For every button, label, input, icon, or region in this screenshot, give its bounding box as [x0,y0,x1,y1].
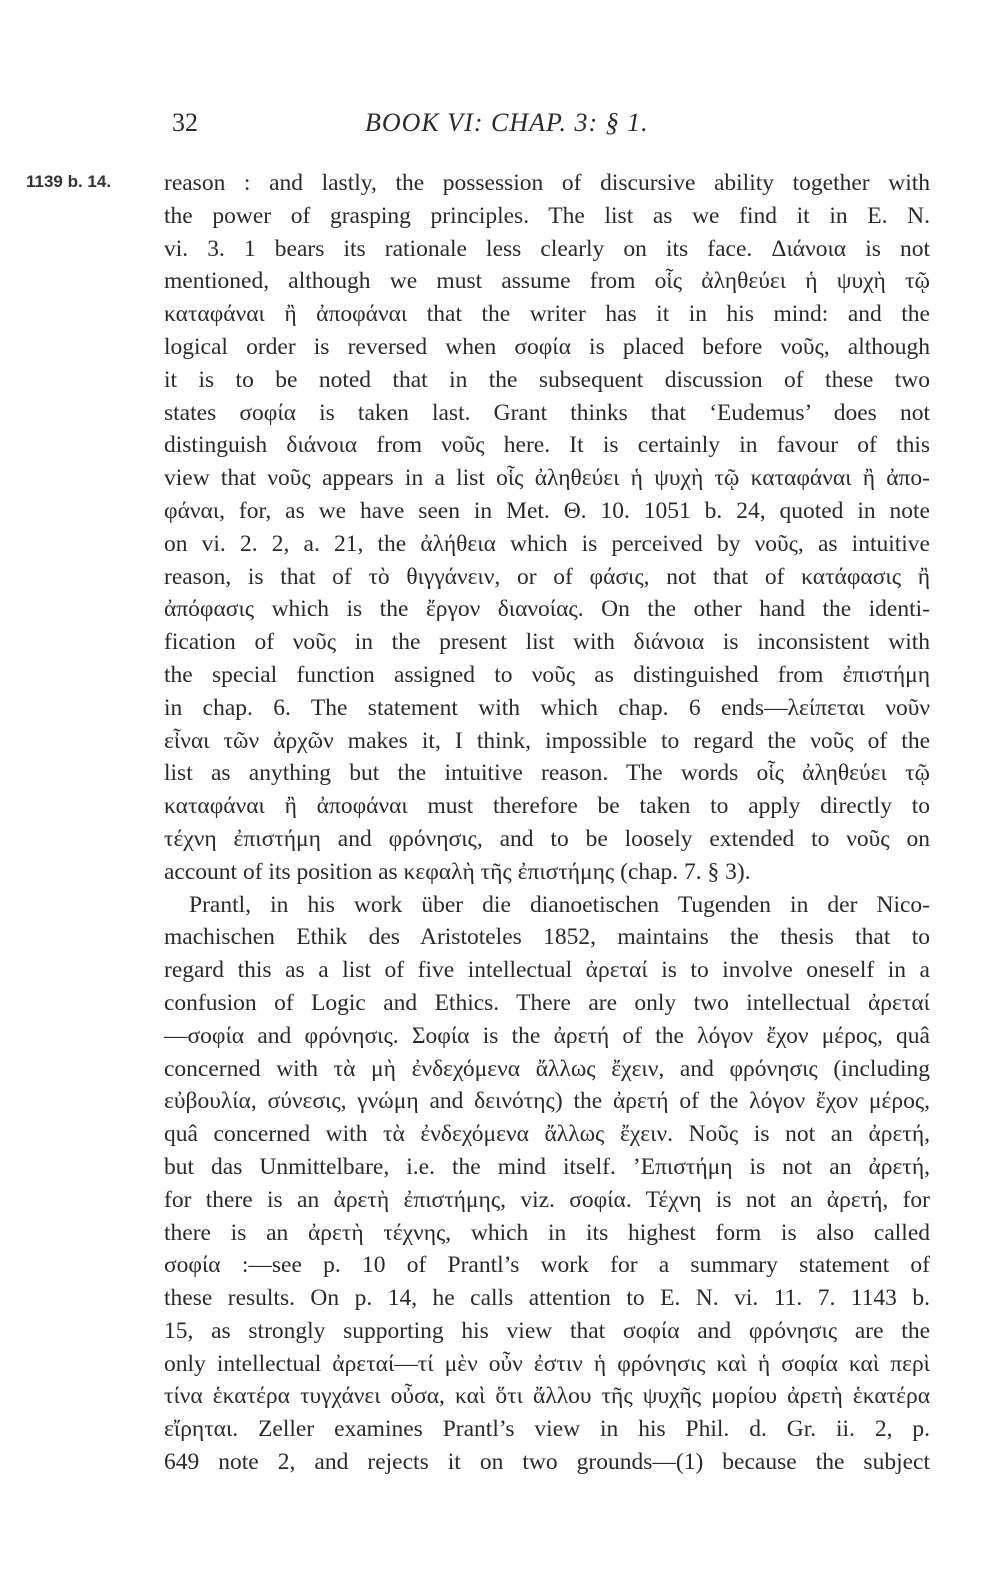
text-line: there is an ἀρετὴ τέχνης, which in its highest form is also called [164,1219,930,1246]
page-header [172,108,932,148]
text-line: concerned with τὰ μὴ ἐνδεχόμενα ἄλλως ἔχειν, and φρόνησις (including [164,1055,930,1082]
text-line: quâ concerned with τὰ ἐνδεχόμενα ἄλλως ἔχειν. Νοῦς is not an ἀρετή, [164,1121,930,1148]
text-line: machischen Ethik des Aristoteles 1852, maintains the thesis that to [164,924,930,951]
page-number: 32 [172,108,198,137]
text-line: the power of grasping principles. The list as we find it in E. N. [164,202,930,229]
text-line: ἀπόφασις which is the ἔργον διανοίας. On the other hand the identi- [164,596,930,623]
text-line: σοφία :—see p. 10 of Prantl’s work for a summary statement of [164,1252,930,1279]
text-line: reason, is that of τὸ θιγγάνειν, or of φάσις, not that of κατάφασις ἢ [164,563,930,590]
text-line: for there is an ἀρετὴ ἐπιστήμης, viz. σοφία. Τέχνη is not an ἀρετή, for [164,1186,930,1213]
text-line: confusion of Logic and Ethics. There are only two intellectual ἀρεταί [164,989,930,1016]
text-line: —σοφία and φρόνησις. Σοφία is the ἀρετή of the λόγον ἔχον μέρος, quâ [164,1022,930,1049]
text-line: 15, as strongly supporting his view that σοφία and φρόνησις are the [164,1317,930,1344]
text-line: εὐβουλία, σύνεσις, γνώμη and δεινότης) the ἀρετή of the λόγον ἔχον μέρος, [164,1088,930,1115]
text-line: φάναι, for, as we have seen in Met. Θ. 10. 1051 b. 24, quoted in note [164,497,930,524]
text-line: regard this as a list of five intellectual ἀρεταί is to involve oneself in a [164,957,930,984]
margin-reference: 1139 b. 14. [26,172,112,191]
text-line: it is to be noted that in the subsequent discussion of these two [164,366,930,393]
text-line: 649 note 2, and rejects it on two grounds—(1) because the subject [164,1449,930,1476]
text-line: on vi. 2. 2, a. 21, the ἀλήθεια which is perceived by νοῦς, as intuitive [164,530,930,557]
text-line: εἴρηται. Zeller examines Prantl’s view in his Phil. d. Gr. ii. 2, p. [164,1416,930,1443]
text-line: τέχνη ἐπιστήμη and φρόνησις, and to be loosely extended to νοῦς on [164,825,930,852]
text-line: εἶναι τῶν ἀρχῶν makes it, I think, impossible to regard the νοῦς of the [164,727,930,754]
running-head: BOOK VI: CHAP. 3: § 1. [365,108,649,137]
text-line: states σοφία is taken last. Grant thinks that ‘Eudemus’ does not [164,399,930,426]
text-line: in chap. 6. The statement with which chap. 6 ends—λείπεται νοῦν [164,694,930,721]
text-line: the special function assigned to νοῦς as distinguished from ἐπιστήμη [164,661,930,688]
text-line: view that νοῦς appears in a list οἷς ἀληθεύει ἡ ψυχὴ τῷ καταφάναι ἢ ἀπο- [164,465,930,492]
text-line: vi. 3. 1 bears its rationale less clearly on its face. Διάνοια is not [164,235,930,262]
text-line: Prantl, in his work über die dianoetischen Tugenden in der Nico- [189,891,930,918]
text-line: fication of νοῦς in the present list with διάνοια is inconsistent with [164,629,930,656]
commentary-text [164,167,930,1479]
text-line: distinguish διάνοια from νοῦς here. It is certainly in favour of this [164,432,930,459]
text-line: logical order is reversed when σοφία is placed before νοῦς, although [164,333,930,360]
text-line: account of its position as κεφαλὴ τῆς ἐπιστήμης (chap. 7. § 3). [164,858,751,885]
text-line: mentioned, although we must assume from οἷς ἀληθεύει ἡ ψυχὴ τῷ [164,268,930,295]
text-line: καταφάναι ἢ ἀποφάναι that the writer has it in his mind: and the [164,301,930,328]
text-line: reason : and lastly, the possession of discursive ability together with [164,170,930,196]
text-line: but das Unmittelbare, i.e. the mind itself. ’Επιστήμη is not an ἀρετή, [164,1153,930,1180]
text-line: these results. On p. 14, he calls attention to E. N. vi. 11. 7. 1143 b. [164,1285,930,1312]
text-line: καταφάναι ἢ ἀποφάναι must therefore be taken to apply directly to [164,793,930,820]
text-line: only intellectual ἀρεταί—τί μὲν οὖν ἐστιν ἡ φρόνησις καὶ ἡ σοφία καὶ περὶ [164,1350,930,1377]
text-line: list as anything but the intuitive reason. The words οἷς ἀληθεύει τῷ [164,760,930,787]
text-line: τίνα ἑκατέρα τυγχάνει οὖσα, καὶ ὅτι ἄλλου τῆς ψυχῆς μορίου ἀρετὴ ἑκατέρα [164,1383,930,1410]
